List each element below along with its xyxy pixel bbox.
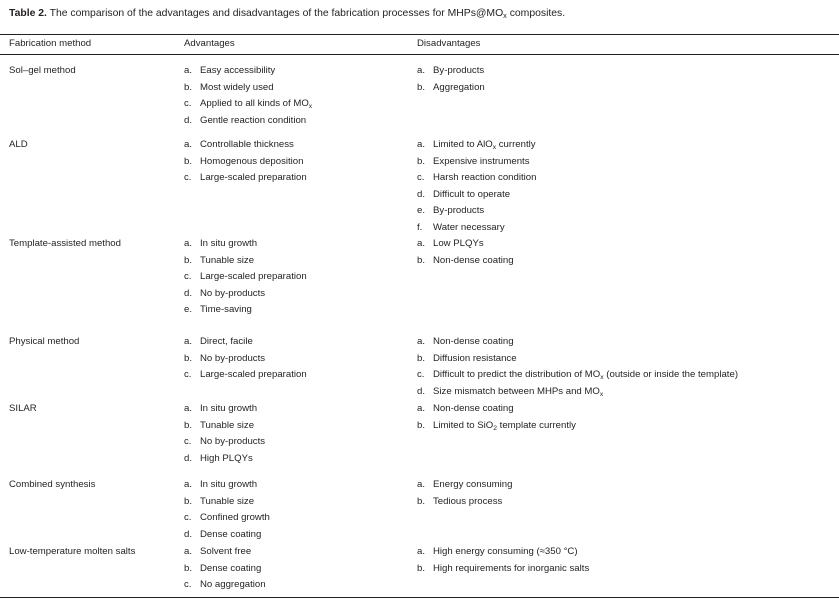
item-text: Dense coating [200,562,262,574]
advantage-item [184,271,307,288]
advantages-list [184,403,265,469]
item-marker: d. [184,528,193,540]
fabrication-method-cell: Combined synthesis [9,479,96,490]
fabrication-method-cell: Physical method [9,336,80,347]
disadvantage-item [417,82,485,99]
item-text: No by-products [200,287,266,299]
advantage-item [184,82,312,99]
item-text: Homogenous deposition [200,155,304,167]
advantage-item [184,512,270,529]
disadvantages-list [417,546,589,579]
header-fabrication-method: Fabrication method [9,38,92,49]
item-text: By-products [433,65,485,76]
disadvantage-item [417,189,536,206]
item-marker: a. [184,479,193,490]
advantage-item [184,496,270,513]
item-text: Harsh reaction condition [433,172,537,184]
item-text: In situ growth [200,238,258,249]
item-marker: b. [184,495,193,507]
item-marker: c. [184,98,192,110]
advantages-list [184,336,307,386]
disadvantage-item [417,156,536,173]
disadvantages-list [417,403,576,436]
item-marker: b. [417,419,426,431]
item-subscript: x [599,390,604,398]
table-header-rule [0,54,839,55]
item-text: Low PLQYs [433,238,484,249]
caption-text-end: composites. [506,8,566,19]
advantage-item [184,353,307,370]
disadvantage-item [417,65,485,82]
item-marker: d. [184,452,193,464]
item-marker: a. [417,65,426,76]
item-text: No aggregation [200,579,266,591]
disadvantages-list [417,139,536,239]
header-disadvantages: Disadvantages [417,38,481,49]
item-text-continued: template currently [497,419,576,431]
advantage-item [184,420,265,437]
disadvantage-item [417,205,536,222]
item-text-continued: currently [496,139,536,150]
item-marker: a. [417,546,426,557]
item-subscript: 2 [493,424,498,432]
disadvantage-item [417,139,536,156]
advantage-item [184,336,307,353]
item-marker: b. [417,562,426,574]
item-text: Solvent free [200,546,252,557]
item-text: In situ growth [200,403,258,414]
item-marker: c. [417,172,425,184]
item-text: Difficult to operate [433,188,511,200]
item-marker: c. [184,271,192,283]
advantage-item [184,403,265,420]
advantage-item [184,139,307,156]
item-text: Energy consuming [433,479,513,490]
table-header [0,38,839,52]
advantage-item [184,304,307,321]
fabrication-method-cell: Low-temperature molten salts [9,546,136,557]
disadvantages-list [417,238,514,271]
advantage-item [184,288,307,305]
item-text: By-products [433,205,485,217]
item-marker: a. [184,546,193,557]
item-marker: a. [184,139,193,150]
table-bottom-rule [0,597,839,598]
item-marker: b. [184,352,193,364]
item-marker: a. [417,403,426,414]
item-text: Confined growth [200,512,270,524]
item-text: Tunable size [200,254,255,266]
item-text: Expensive instruments [433,155,530,167]
item-marker: e. [184,304,193,316]
disadvantage-item [417,420,576,437]
item-marker: b. [417,254,426,266]
advantage-item [184,255,307,272]
item-marker: b. [184,254,193,266]
item-marker: b. [417,81,426,93]
advantages-list [184,238,307,321]
item-text: Tedious process [433,495,503,507]
disadvantage-item [417,172,536,189]
advantage-item [184,563,266,580]
disadvantages-list [417,65,485,98]
item-subscript: x [308,103,313,111]
item-marker: c. [184,172,192,184]
table-top-rule [0,34,839,35]
advantage-item [184,546,266,563]
item-text: No by-products [200,436,266,448]
disadvantages-list [417,479,512,512]
advantages-list [184,139,307,189]
item-marker: b. [417,352,426,364]
caption-text: The comparison of the advantages and disadvantages of the fabrication processes for MHPs@MO [49,8,504,19]
item-text: Gentle reaction condition [200,114,307,126]
advantage-item [184,453,265,470]
item-text: Diffusion resistance [433,352,517,364]
advantage-item [184,172,307,189]
disadvantage-item [417,546,589,563]
item-text: High PLQYs [200,452,253,464]
advantage-item [184,369,307,386]
advantage-item [184,98,312,115]
advantage-item [184,65,312,82]
advantage-item [184,238,307,255]
disadvantage-item [417,369,738,386]
disadvantages-list [417,336,738,402]
item-text: Non-dense coating [433,336,514,347]
advantage-item [184,579,266,596]
item-text: High energy consuming (≈350 °C) [433,546,578,557]
advantage-item [184,156,307,173]
item-text: Tunable size [200,419,255,431]
item-subscript: x [600,374,604,382]
item-marker: a. [184,238,193,249]
item-marker: e. [417,205,426,217]
item-marker: c. [184,579,192,591]
fabrication-method-cell: SILAR [9,403,37,414]
item-marker: b. [184,419,193,431]
disadvantage-item [417,255,514,272]
advantages-list [184,479,270,545]
disadvantage-item [417,386,738,403]
item-text: Applied to all kinds of MO [200,98,309,110]
item-marker: b. [417,495,426,507]
item-marker: d. [417,188,426,200]
disadvantage-item [417,222,536,239]
disadvantage-item [417,563,589,580]
item-marker: b. [184,562,193,574]
advantage-item [184,115,312,132]
item-marker: a. [184,403,193,414]
item-text-continued: (outside or inside the template) [603,369,739,381]
item-text: Aggregation [433,81,485,93]
item-text: Most widely used [200,81,274,93]
item-text: Size mismatch between MHPs and MO [433,385,600,397]
item-text: Large-scaled preparation [200,271,307,283]
table-caption [9,8,565,19]
disadvantage-item [417,496,512,513]
item-text: Non-dense coating [433,254,514,266]
item-text: Direct, facile [200,336,253,347]
item-marker: a. [417,479,426,490]
item-text: Water necessary [433,221,505,233]
item-subscript: x [492,144,497,151]
item-text: Limited to AlO [433,139,493,150]
caption-label: Table 2. [9,8,47,19]
item-marker: d. [184,114,193,126]
item-text: No by-products [200,352,266,364]
item-text: Tunable size [200,495,255,507]
disadvantage-item [417,479,512,496]
item-text: In situ growth [200,479,258,490]
disadvantage-item [417,353,738,370]
item-text: High requirements for inorganic salts [433,562,590,574]
fabrication-method-cell: ALD [9,139,28,150]
item-marker: a. [417,336,426,347]
item-marker: a. [184,336,193,347]
item-marker: a. [417,238,426,249]
caption-subscript: x [503,11,507,20]
disadvantage-item [417,336,738,353]
item-marker: f. [417,221,423,233]
item-text: Large-scaled preparation [200,369,307,381]
item-marker: b. [184,155,193,167]
item-marker: d. [417,385,426,397]
item-text: Controllable thickness [200,139,294,150]
disadvantage-item [417,238,514,255]
advantages-list [184,546,266,596]
item-marker: b. [184,81,193,93]
header-advantages: Advantages [184,38,235,49]
item-marker: a. [417,139,426,150]
item-marker: c. [184,436,192,448]
disadvantage-item [417,403,576,420]
item-text: Limited to SiO [433,419,494,431]
item-marker: c. [184,369,192,381]
item-text: Easy accessibility [200,65,276,76]
item-marker: c. [417,369,425,381]
item-marker: c. [184,512,192,524]
advantage-item [184,529,270,546]
fabrication-method-cell: Sol–gel method [9,65,76,76]
item-marker: d. [184,287,193,299]
item-text: Large-scaled preparation [200,172,307,184]
item-text: Non-dense coating [433,403,514,414]
fabrication-method-cell: Template-assisted method [9,238,121,249]
item-text: Time-saving [200,304,252,316]
item-marker: a. [184,65,193,76]
item-text: Dense coating [200,528,262,540]
advantages-list [184,65,312,131]
advantage-item [184,436,265,453]
advantage-item [184,479,270,496]
item-text: Difficult to predict the distribution of MO [433,369,601,381]
item-marker: b. [417,155,426,167]
